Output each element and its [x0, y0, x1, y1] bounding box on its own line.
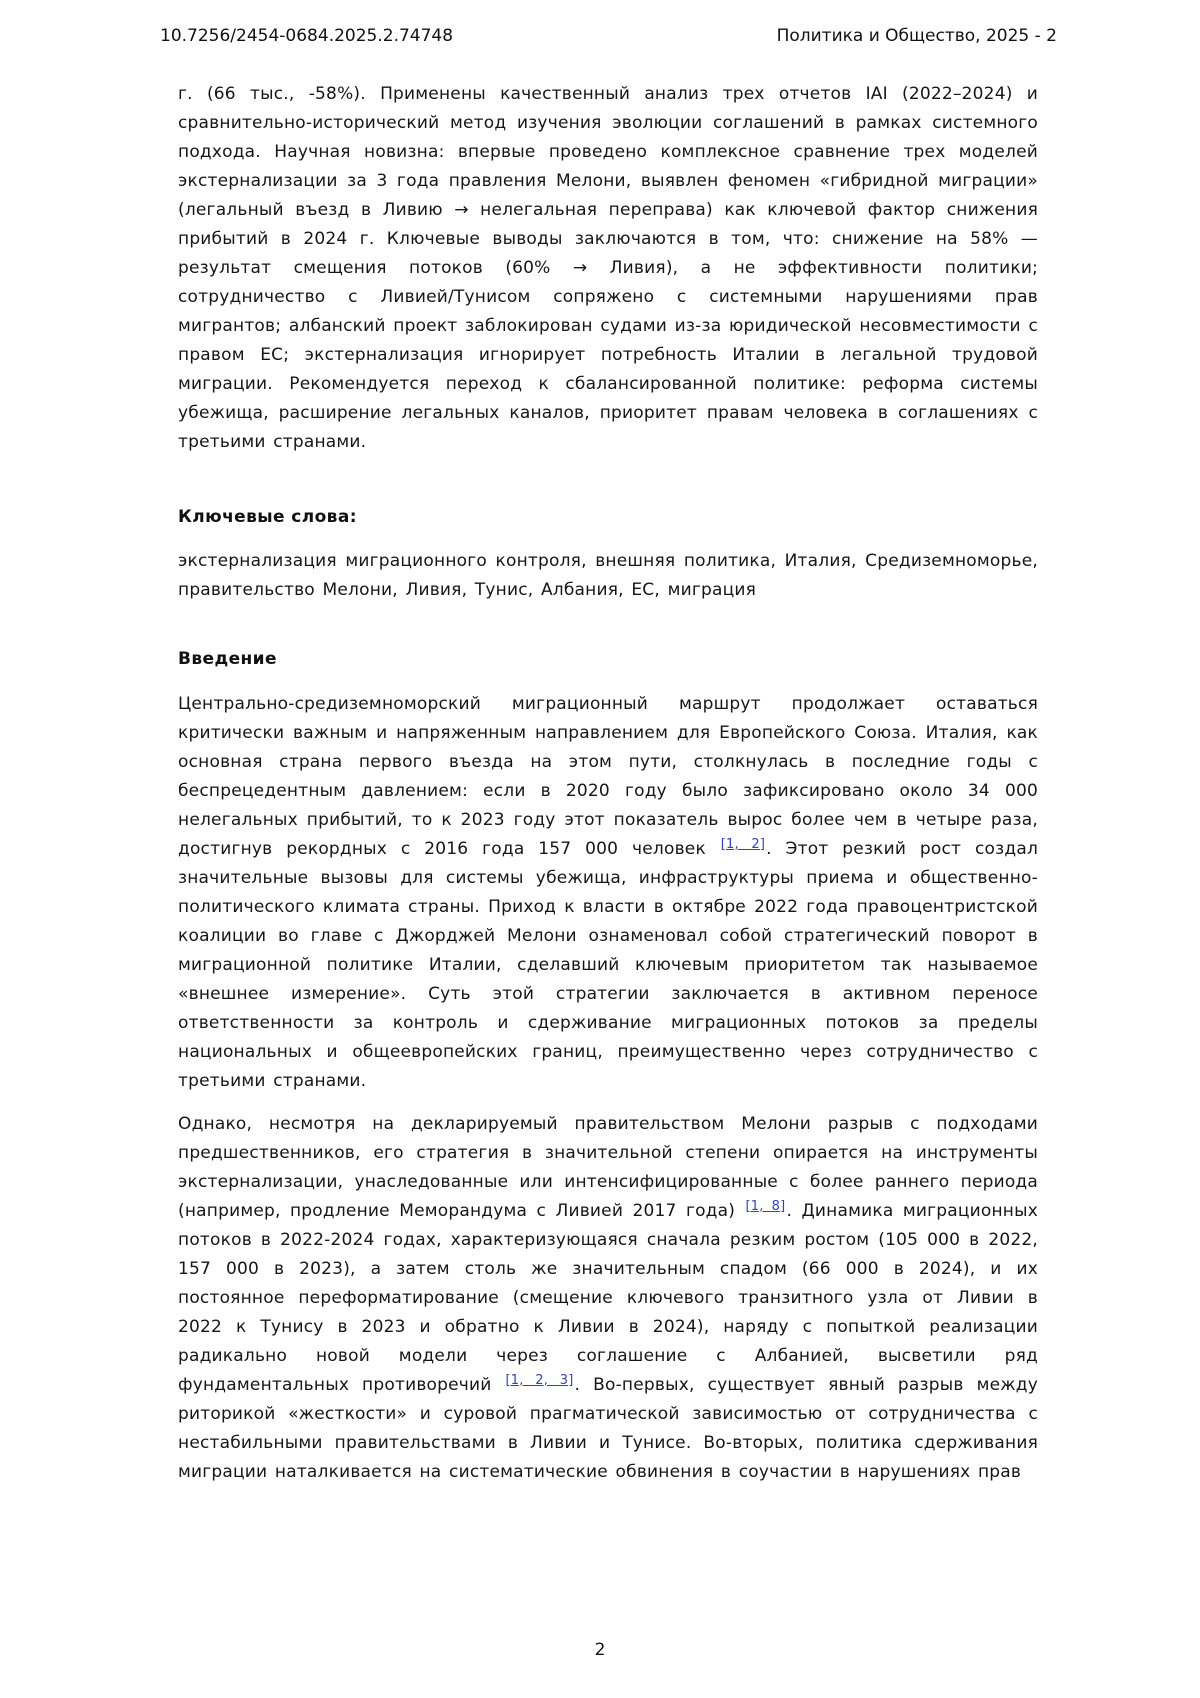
citation-link-1-2-3[interactable]: [1, 2, 3]	[505, 1373, 574, 1388]
citation-link-1-8[interactable]: [1, 8]	[745, 1199, 786, 1214]
journal-title: Политика и Общество, 2025 - 2	[776, 26, 1057, 46]
page-footer	[0, 1640, 1200, 1660]
paragraph-text: . Во-первых, существует явный разрыв между риторикой «жесткости» и суровой прагматической зависимостью от сотрудничества с нестабильными правительствами в Ливии и Тунисе. Во-вторых, политика сдерживания миграции наталкивается на систематические обвинения в соучастии в нарушениях прав	[178, 1375, 1038, 1482]
citation-link-1-2[interactable]: [1, 2]	[720, 837, 766, 852]
introduction-heading: Введение	[178, 649, 277, 669]
introduction-paragraph-2	[178, 1110, 1038, 1487]
paragraph-text: . Этот резкий рост создал значительные вызовы для системы убежища, инфраструктуры приема и общественно-политического климата страны. Приход к власти в октябре 2022 года правоцентристской коалиции во главе с Джорджей Мелони ознаменовал собой стратегический поворот в миграционной политике Италии, сделавший ключевым приоритетом так называемое «внешнее измерение». Суть этой стратегии заключается в активном переносе ответственности за контроль и сдерживание миграционных потоков за пределы национальных и общеевропейских границ, преимущественно через сотрудничество с третьими странами.	[178, 839, 1039, 1091]
keywords-heading: Ключевые слова:	[178, 507, 357, 527]
page-number: 2	[594, 1640, 606, 1660]
paragraph-text: Центрально-средиземноморский миграционный маршрут продолжает оставаться критически важным и напряженным направлением для Европейского Союза. Италия, как основная страна первого въезда на этом пути, столкнулась в последние годы с беспрецедентным давлением: если в 2020 году было зафиксировано около 34 000 нелегальных прибытий, то к 2023 году этот показатель вырос более чем в четыре раза, достигнув рекордных с 2016 года 157 000 человек	[178, 694, 1038, 859]
page-header	[160, 26, 1057, 46]
paragraph-text: . Динамика миграционных потоков в 2022-2024 годах, характеризующаяся сначала резким ростом (105 000 в 2022, 157 000 в 2023), а затем столь же значительным спадом (66 000 в 2024), и их постоянное переформатирование (смещение ключевого транзитного узла от Ливии в 2022 к Тунису в 2023 и обратно к Ливии в 2024), наряду с попыткой реализации радикально новой модели через соглашение с Албанией, высветили ряд фундаментальных противоречий	[178, 1201, 1039, 1395]
introduction-paragraph-1	[178, 690, 1038, 1096]
paragraph-text: Однако, несмотря на декларируемый правительством Мелони разрыв с подходами предшественников, его стратегия в значительной степени опирается на инструменты экстернализации, унаследованные или интенсифицированные с более раннего периода (например, продление Меморандума с Ливией 2017 года)	[178, 1114, 1038, 1221]
article-body	[178, 80, 1038, 1487]
doi-text: 10.7256/2454-0684.2025.2.74748	[160, 26, 454, 46]
keywords-text: экстернализация миграционного контроля, внешняя политика, Италия, Средиземноморье, правительство Мелони, Ливия, Тунис, Албания, ЕС, миграция	[178, 551, 1038, 600]
abstract-continuation-paragraph: г. (66 тыс., -58%). Применены качественный анализ трех отчетов IAI (2022–2024) и сравнительно-исторический метод изучения эволюции соглашений в рамках системного подхода. Научная новизна: впервые проведено комплексное сравнение трех моделей экстернализации за 3 года правления Мелони, выявлен феномен «гибридной миграции» (легальный въезд в Ливию → нелегальная переправа) как ключевой фактор снижения прибытий в 2024 г. Ключевые выводы заключаются в том, что: снижение на 58% — результат смещения потоков (60% → Ливия), а не эффективности политики; сотрудничество с Ливией/Тунисом сопряжено с системными нарушениями прав мигрантов; албанский проект заблокирован судами из-за юридической несовместимости с правом ЕС; экстернализация игнорирует потребность Италии в легальной трудовой миграции. Рекомендуется переход к сбалансированной политике: реформа системы убежища, расширение легальных каналов, приоритет правам человека в соглашениях с третьими странами.	[178, 84, 1038, 452]
